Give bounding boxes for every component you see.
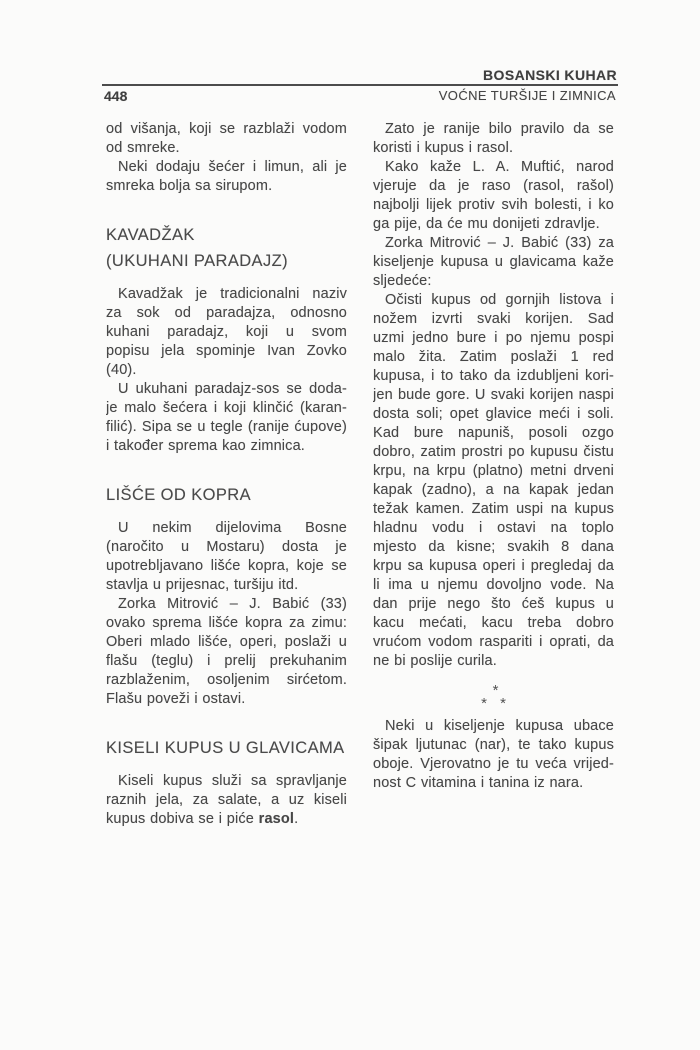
paragraph: [373, 158, 614, 234]
text-line: Kavadžak je tradicionalni naziv: [118, 286, 347, 302]
text-line: (40).: [106, 362, 137, 378]
paragraph: [106, 595, 347, 709]
text-line: krpu, na krpu (platno) metni drveni: [373, 463, 614, 479]
text-line: U nekim dijelovima Bosne: [118, 520, 347, 536]
text-line: dan prije nego što ćeš kupus u: [373, 596, 614, 612]
text-line: kuhani paradajz, koji u svom: [106, 324, 347, 340]
text-line: li ima u njemu dovoljno vode. Na: [373, 577, 614, 593]
paragraph: [373, 234, 614, 291]
page-number: 448: [104, 88, 128, 104]
text-line: dosta soli; opet glavice meći i soli.: [373, 406, 614, 422]
paragraph: [106, 285, 347, 380]
text-line: uzmi jedno bure i po njemu pospi: [373, 330, 614, 346]
text-line: od smreke.: [106, 140, 180, 156]
header-rule: [102, 84, 618, 86]
column-right: [373, 120, 614, 793]
section-heading: [106, 222, 347, 274]
heading-line: LIŠĆE OD KOPRA: [106, 486, 251, 504]
section-heading: [106, 482, 347, 508]
text-line: šipak ljutunac (nar), te tako kupus: [373, 737, 614, 753]
text-line: Kako kaže L. A. Muftić, narod: [385, 159, 614, 175]
text-line: razblaženim, osoljenim sirćetom.: [106, 672, 347, 688]
text-line: Neki dodaju šećer i limun, ali je: [118, 159, 347, 175]
text-line: jen bude gore. U svaki korijen naspi: [373, 387, 614, 403]
asterism-divider: [373, 682, 614, 712]
text-line: popisu jela spominje Ivan Zovko: [106, 343, 347, 359]
text-line: kiseljenje kupusa u glavicama kaže: [373, 254, 614, 270]
paragraph: [373, 291, 614, 671]
heading-line: KAVADŽAK: [106, 226, 195, 244]
text-line: vjeruje da je raso (rasol, rašol): [373, 178, 614, 194]
text-line: Neki u kiseljenje kupusa ubace: [385, 718, 614, 734]
text-line: hladnu vodu i ostavi na toplo: [373, 520, 614, 536]
paragraph: [373, 120, 614, 158]
text-line: krpu sa kupusa operi i pregledaj da: [373, 558, 614, 574]
text-line: za sok od paradajza, odnosno: [106, 305, 347, 321]
text-line: Flašu poveži i ostavi.: [106, 691, 246, 707]
text-line: vrućom vodom raspariti i oprati, da: [373, 634, 614, 650]
section-title: VOĆNE TURŠIJE I ZIMNICA: [438, 88, 616, 103]
text-line: Zorka Mitrović – J. Babić (33) za: [385, 235, 614, 251]
text-line: Očisti kupus od gornjih listova i: [385, 292, 614, 308]
text-line: Kiseli kupus služi sa spravljanje: [118, 773, 347, 789]
text-line: koristi i kupus i rasol.: [373, 140, 514, 156]
text-line: Zato je ranije bilo pravilo da se: [385, 121, 614, 137]
column-left: [106, 120, 347, 829]
paragraph: [106, 158, 347, 196]
text-line: oboje. Vjerovatno je tu veća vrijed-: [373, 756, 614, 772]
text-line: upotrebljavano lišće kopra, koje se: [106, 558, 347, 574]
paragraph: [106, 380, 347, 456]
text-line: mjesto da kisne; svakih 8 dana: [373, 539, 614, 555]
text-line: nožem izvrti svaki korijen. Sad: [373, 311, 614, 327]
text-line: je malo šećera i koji klinčić (karan-: [106, 400, 347, 416]
asterisk-pair: * *: [481, 695, 506, 712]
text-line: ga pije, da će mu donijeti zdravlje.: [373, 216, 600, 232]
text-line: raznih jela, za salate, a uz kiseli: [106, 792, 347, 808]
text-line: kupusa, i to tako da izdubljeni kori-: [373, 368, 614, 384]
text-line: sljedeće:: [373, 273, 432, 289]
text-line: kapak (zadno), a na kapak jedan: [373, 482, 614, 498]
paragraph: [373, 717, 614, 793]
text-line: dobro, zatim prostri po kupusu čistu: [373, 444, 614, 460]
text-line: najbolji lijek protiv svih bolesti, i ko: [373, 197, 614, 213]
text-line: filić). Sipa se u tegle (ranije ćupove): [106, 419, 347, 435]
text-line: stavlja u prijesnac, turšiju itd.: [106, 577, 299, 593]
text-line: ovako sprema lišće kopra za zimu:: [106, 615, 347, 631]
text-line: Zorka Mitrović – J. Babić (33): [118, 596, 347, 612]
book-title: BOSANSKI KUHAR: [483, 67, 617, 83]
text-line: i također sprema kao zimnica.: [106, 438, 305, 454]
text-line: Kad bure napuniš, posoli ozgo: [373, 425, 614, 441]
section-heading: [106, 735, 347, 761]
text-line: ne bi poslije curila.: [373, 653, 497, 669]
text-line: težak kamen. Zatim uspi na kupus: [373, 501, 614, 517]
text-line: od višanja, koji se razblaži vodom: [106, 121, 347, 137]
paragraph: [106, 120, 347, 158]
text-line: Oberi mlado lišće, operi, poslaži u: [106, 634, 347, 650]
text-line: kacu mećati, kacu treba dobro: [373, 615, 614, 631]
text-line: nost C vitamina i tanina iz nara.: [373, 775, 584, 791]
paragraph: [106, 772, 347, 829]
text-line: malo žita. Zatim poslaži 1 red: [373, 349, 614, 365]
text-line: (naročito u Mostaru) dosta je: [106, 539, 347, 555]
text-line: U ukuhani paradajz-sos se doda-: [118, 381, 347, 397]
text-line: flašu (teglu) i prelij prekuhanim: [106, 653, 347, 669]
heading-line: KISELI KUPUS U GLAVICAMA: [106, 739, 345, 757]
text-line: kupus dobiva se i piće rasol.: [106, 811, 299, 827]
paragraph: [106, 519, 347, 595]
text-line: smreka bolja sa sirupom.: [106, 178, 273, 194]
heading-line: (UKUHANI PARADAJZ): [106, 252, 288, 270]
asterisk-top: *: [492, 682, 499, 699]
